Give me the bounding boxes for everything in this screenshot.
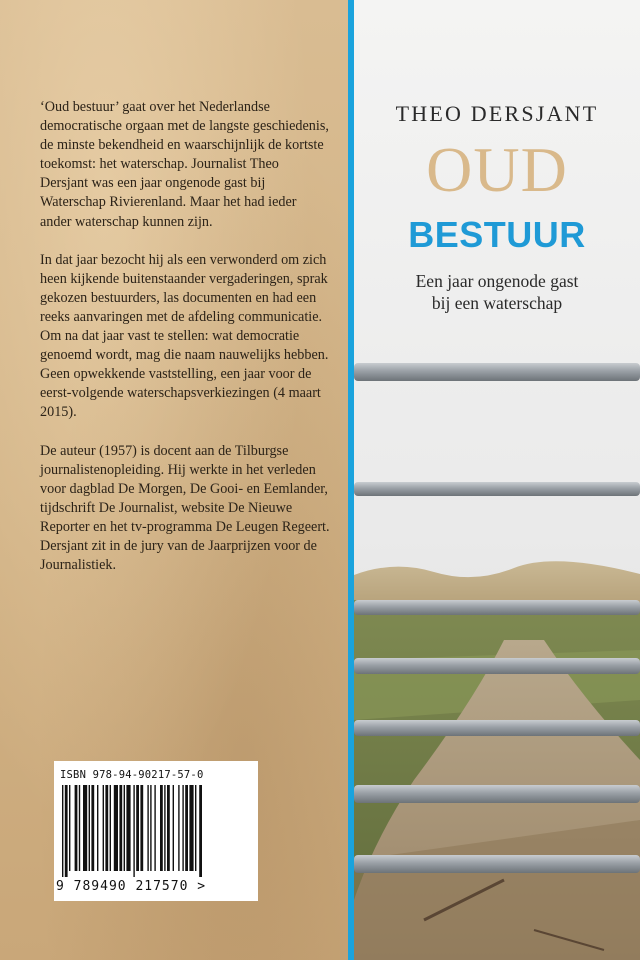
- isbn-digits: 9 789490 217570 >: [56, 879, 207, 894]
- isbn-label: ISBN 978-94-90217-57-0: [60, 769, 204, 781]
- blurb-paragraph: De auteur (1957) is docent aan de Tilburgse journalistenopleiding. Hij werkte in het verleden voor dagblad De Morgen, De Gooi- en Eemlander, tijdschrift De Journalist, website De Nieuwe Reporter en het tv-programma De Leugen Regeert. Dersjant zit in de jury van de Jaarprijzen voor de Journalistiek.: [40, 442, 330, 574]
- blurb-paragraph: In dat jaar bezocht hij als een verwonderd om zich heen kijkende buitenstaander vergaderingen, sprak gekozen bestuurders, las documenten en had een reeks aanvaringen met de afdeling communicatie. Om na dat jaar vast te stellen: wat democratie genoemd wordt, mag die naam nauwelijks hebben. Geen opwekkende vaststelling, een jaar voor de eerst-volgende waterschapsverkiezingen (4 maart 2015).: [40, 251, 329, 421]
- book-subtitle: [354, 270, 640, 314]
- author-name: THEO DERSJANT: [395, 101, 599, 126]
- subtitle-line: Een jaar ongenode gast: [415, 271, 579, 291]
- back-cover-blurb: [40, 98, 330, 594]
- isbn-barcode: [54, 761, 258, 901]
- book-title-line1: OUD: [426, 134, 568, 205]
- front-cover: [354, 0, 640, 960]
- blurb-paragraph: ‘Oud bestuur’ gaat over het Nederlandse democratische orgaan met de langste geschiedenis, de minste bekendheid en waarschijnlijk de kortste toekomst: het waterschap. Journalist Theo Dersjant was een jaar ongenode gast bij Waterschap Rivierenland. Maar het had ieder ander waterschap kunnen zijn.: [40, 99, 329, 230]
- barcode-icon: [60, 785, 252, 877]
- subtitle-line: bij een waterschap: [431, 293, 563, 313]
- book-title-line2: BESTUUR: [408, 214, 586, 255]
